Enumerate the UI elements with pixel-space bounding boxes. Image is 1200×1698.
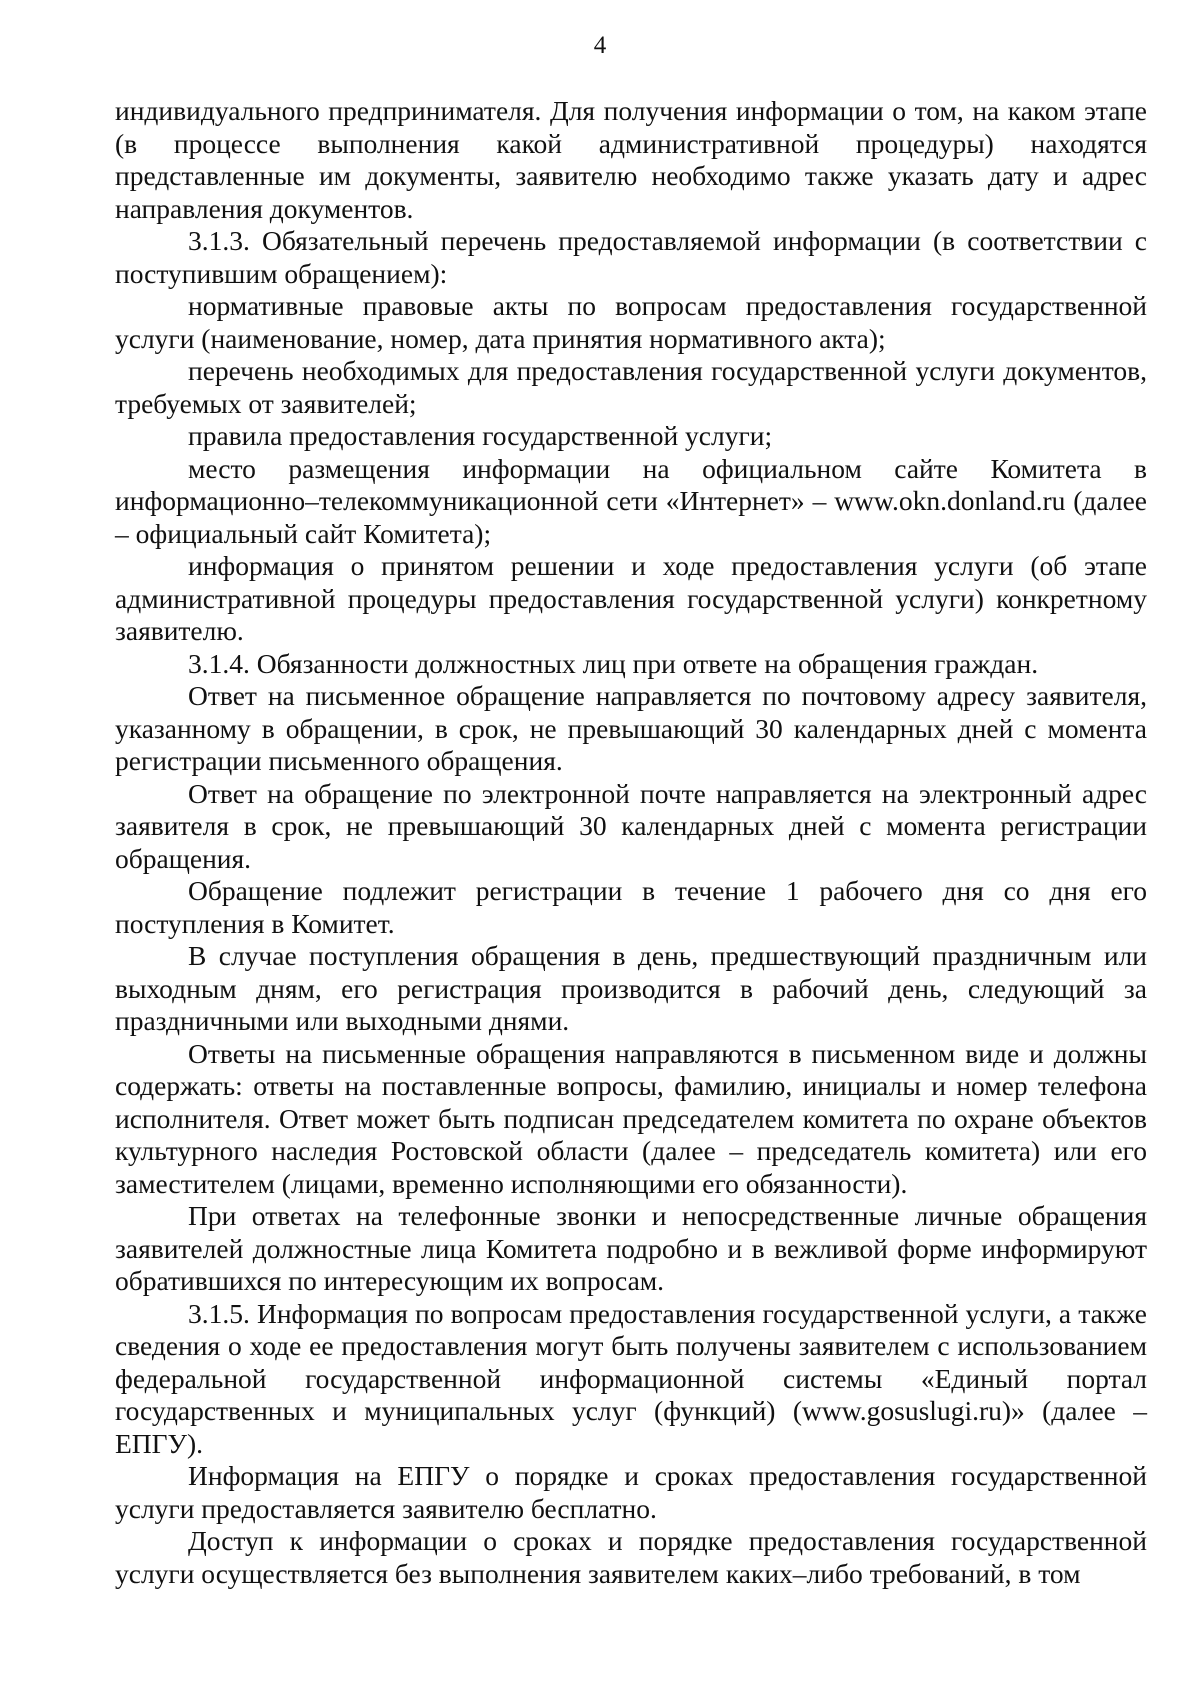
paragraph-documents-list: перечень необходимых для предоставления государственной услуги документов, требуемых от заявителей; — [115, 355, 1147, 419]
paragraph-answer-content: Ответы на письменные обращения направляются в письменном виде и должны содержать: ответы на поставленные вопросы, фамилию, инициалы и номер телефона исполнителя. Ответ может быть подписан председателем комитета по охране объектов культурного наследия Ростовской области (далее – председатель комитета) или его заместителем (лицами, временно исполняющими его обязанности). — [115, 1037, 1147, 1199]
paragraph-holidays: В случае поступления обращения в день, предшествующий праздничным или выходным дням, его регистрация производится в рабочий день, следующий за праздничными или выходными днями. — [115, 940, 1147, 1036]
paragraph-written-answer: Ответ на письменное обращение направляется по почтовому адресу заявителя, указанному в обращении, в срок, не превышающий 30 календарных дней с момента регистрации письменного обращения. — [115, 680, 1147, 776]
paragraph-access: Доступ к информации о сроках и порядке предоставления государственной услуги осуществляется без выполнения заявителем каких–либо требований, в том — [115, 1525, 1147, 1589]
paragraph-email-answer: Ответ на обращение по электронной почте направляется на электронный адрес заявителя в срок, не превышающий 30 календарных дней с момента регистрации обращения. — [115, 777, 1147, 874]
paragraph-3-1-3: 3.1.3. Обязательный перечень предоставляемой информации (в соответствии с поступившим обращением): — [115, 225, 1147, 289]
paragraph-registration: Обращение подлежит регистрации в течение 1 рабочего дня со дня его поступления в Комитет. — [115, 875, 1147, 939]
paragraph-decision-info: информация о принятом решении и ходе предоставления услуги (об этапе административной процедуры предоставления государственной услуги) конкретному заявителю. — [115, 550, 1147, 646]
paragraph-phone-calls: При ответах на телефонные звонки и непосредственные личные обращения заявителей должностные лица Комитета подробно и в вежливой форме информируют обратившихся по интересующим их вопросам. — [115, 1200, 1147, 1296]
paragraph-rules: правила предоставления государственной услуги; — [188, 420, 773, 451]
paragraph-continuation: индивидуального предпринимателя. Для получения информации о том, на каком этапе (в процессе выполнения какой административной процедуры) находятся представленные им документы, заявителю необходимо также указать дату и адрес направления документов. — [115, 95, 1147, 224]
paragraph-3-1-4: 3.1.4. Обязанности должностных лиц при ответе на обращения граждан. — [188, 647, 1039, 679]
page-number: 4 — [593, 32, 607, 59]
paragraph-normative-acts: нормативные правовые акты по вопросам предоставления государственной услуги (наименование, номер, дата принятия нормативного акта); — [115, 290, 1147, 354]
paragraph-3-1-5: 3.1.5. Информация по вопросам предоставления государственной услуги, а также сведения о ходе ее предоставления могут быть получены заявителем с использованием федеральной государственной информационной системы «Единый портал государственных и муниципальных услуг (функций) (www.gosuslugi.ru)» (далее – ЕПГУ). — [115, 1297, 1147, 1459]
document-body — [115, 95, 1147, 1590]
paragraph-epgu-free: Информация на ЕПГУ о порядке и сроках предоставления государственной услуги предоставляется заявителю бесплатно. — [115, 1460, 1147, 1524]
paragraph-website: место размещения информации на официальном сайте Комитета в информационно–телекоммуникационной сети «Интернет» – www.okn.donland.ru (далее – официальный сайт Комитета); — [115, 452, 1147, 549]
